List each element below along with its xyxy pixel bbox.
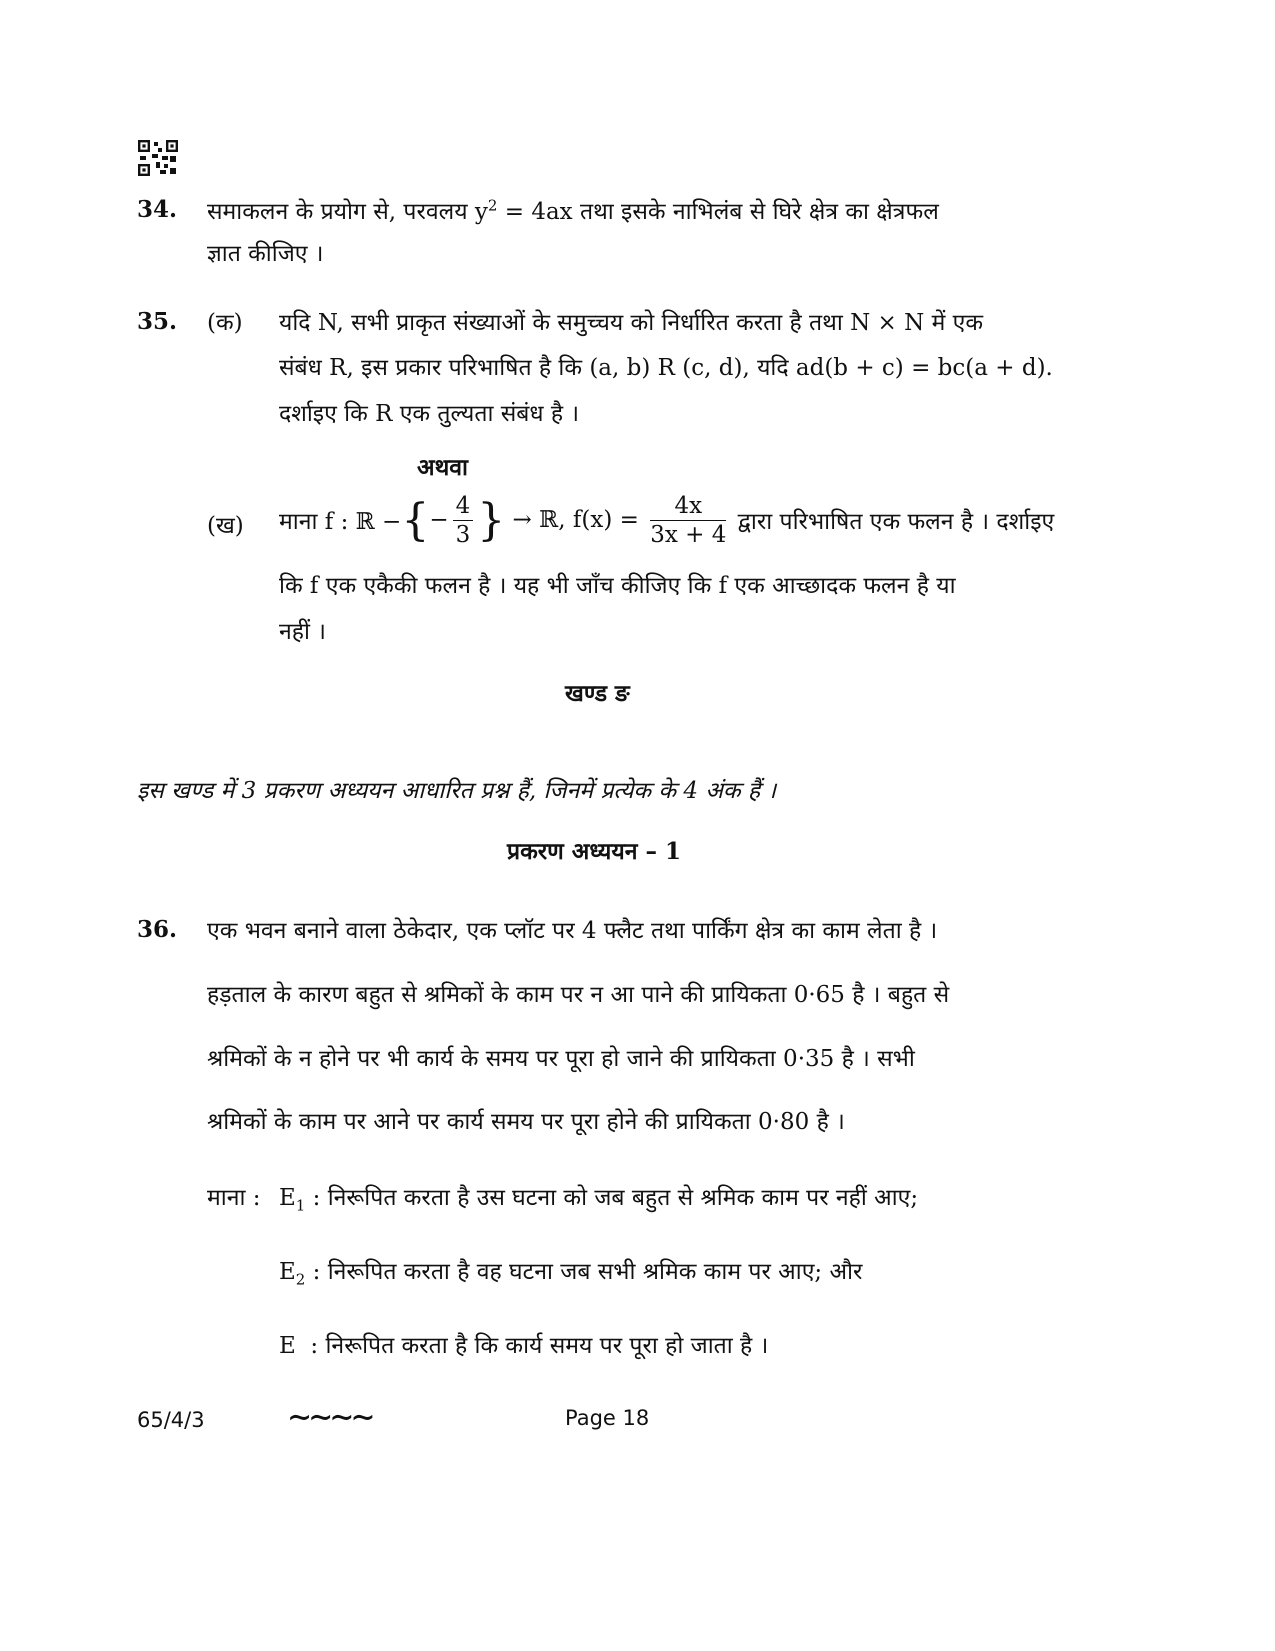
e1-text: : निरूपित करता है उस घटना को जब बहुत से श्रमिक काम पर नहीं आए; xyxy=(305,1185,919,1211)
function-fraction-num: 4x xyxy=(650,492,726,521)
event-e2-line xyxy=(279,1254,862,1289)
function-fraction-den: 3x + 4 xyxy=(650,521,727,548)
paper-code: 65/4/3 xyxy=(137,1408,205,1432)
q35-part-b-label: (ख) xyxy=(207,513,244,539)
wave-separator: ∼∼∼∼ xyxy=(287,1400,372,1435)
e-symbol: E xyxy=(279,1333,296,1359)
q35-part-b-line-3: नहीं । xyxy=(279,619,326,645)
q35-part-b-line-1 xyxy=(279,490,1054,550)
q34-text-a: समाकलन के प्रयोग से, परवलय y xyxy=(207,199,488,225)
set-fraction-den: 3 xyxy=(455,521,471,548)
question-number-36: 36. xyxy=(137,916,178,943)
question-number-35: 35. xyxy=(137,308,178,335)
e2-text: : निरूपित करता है वह घटना जब सभी श्रमिक काम पर आए; और xyxy=(305,1259,863,1285)
function-fraction xyxy=(650,492,726,549)
q35-part-b-pre: माना f : ℝ − xyxy=(279,509,402,535)
q35-part-a-label: (क) xyxy=(207,310,243,336)
case-study-title: प्रकरण अध्ययन – 1 xyxy=(507,838,681,865)
set-fraction xyxy=(453,492,474,549)
q35-part-a-line-1: यदि N, सभी प्राकृत संख्याओं के समुच्चय को निर्धारित करता है तथा N × N में एक xyxy=(279,310,984,336)
e-text: : निरूपित करता है कि कार्य समय पर पूरा हो जाता है । xyxy=(295,1333,769,1359)
q35-part-b-line-2: कि f एक एकैकी फलन है । यह भी जाँच कीजिए कि f एक आच्छादक फलन है या xyxy=(279,573,956,599)
e2-subscript: 2 xyxy=(295,1270,306,1289)
let-label: माना : xyxy=(207,1185,261,1211)
section-instruction: इस खण्ड में 3 प्रकरण अध्ययन आधारित प्रश्न हैं, जिनमें प्रत्येक के 4 अंक हैं । xyxy=(137,778,777,804)
question-number-34: 34. xyxy=(137,196,178,223)
or-label: अथवा xyxy=(417,454,469,481)
q35-part-a-line-3: दर्शाइए कि R एक तुल्यता संबंध है । xyxy=(279,401,580,427)
q36-line-1: एक भवन बनाने वाला ठेकेदार, एक प्लॉट पर 4 फ्लैट तथा पार्किंग क्षेत्र का काम लेता है । xyxy=(207,918,938,944)
q35-part-a-line-2: संबंध R, इस प्रकार परिभाषित है कि (a, b) R (c, d), यदि ad(b + c) = bc(a + d). xyxy=(279,355,1053,381)
e1-subscript: 1 xyxy=(295,1196,306,1215)
q36-line-2: हड़ताल के कारण बहुत से श्रमिकों के काम पर न आ पाने की प्रायिकता 0·65 है । बहुत से xyxy=(207,982,950,1008)
q34-superscript: 2 xyxy=(487,196,498,215)
q34-line-2: ज्ञात कीजिए । xyxy=(207,241,324,267)
qr-code-icon xyxy=(138,140,178,176)
left-brace: { xyxy=(401,494,430,546)
q34-line-1 xyxy=(207,194,939,226)
q34-text-b: = 4ax तथा इसके नाभिलंब से घिरे क्षेत्र का क्षेत्रफल xyxy=(497,199,939,225)
page-number: Page 18 xyxy=(565,1406,650,1430)
set-sign: − xyxy=(429,507,449,533)
e1-symbol: E xyxy=(279,1185,296,1211)
q36-line-4: श्रमिकों के काम पर आने पर कार्य समय पर पूरा होने की प्रायिकता 0·80 है । xyxy=(207,1109,845,1135)
q36-line-3: श्रमिकों के न होने पर भी कार्य के समय पर पूरा हो जाने की प्रायिकता 0·35 है । सभी xyxy=(207,1046,915,1072)
right-brace: } xyxy=(477,494,506,546)
q35-part-b-post: द्वारा परिभाषित एक फलन है । दर्शाइए xyxy=(730,509,1055,535)
event-e-line xyxy=(279,1328,768,1360)
set-fraction-num: 4 xyxy=(453,492,474,521)
q35-part-b-mid: → ℝ, f(x) = xyxy=(505,507,647,533)
section-title: खण्ड ङ xyxy=(565,680,630,707)
event-e1-line xyxy=(279,1180,918,1215)
e2-symbol: E xyxy=(279,1259,296,1285)
